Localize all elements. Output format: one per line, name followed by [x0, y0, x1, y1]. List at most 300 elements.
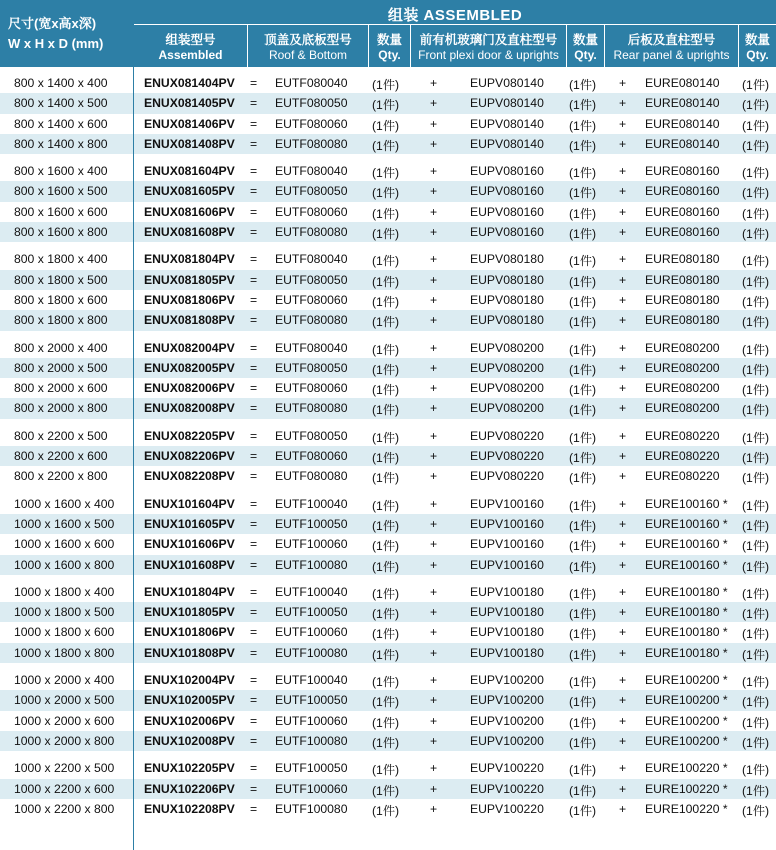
- qty-roof: (1件): [372, 607, 400, 622]
- qty-roof: (1件): [372, 783, 400, 798]
- assembled-model: ENUX101806PV: [144, 625, 235, 640]
- roof-bottom-model: EUTF100080: [275, 557, 348, 572]
- rear-panel-model: EURE080220: [645, 469, 720, 484]
- table-row: [0, 514, 776, 534]
- table-row: [0, 446, 776, 466]
- qty-front: (1件): [569, 735, 597, 750]
- table-row: [0, 670, 776, 690]
- roof-bottom-model: EUTF080040: [275, 340, 348, 355]
- qty-rear: (1件): [742, 627, 770, 642]
- equals-sign: =: [250, 733, 258, 748]
- roof-bottom-model: EUTF100040: [275, 584, 348, 599]
- assembled-model: ENUX102005PV: [144, 693, 235, 708]
- table-body: [0, 67, 776, 819]
- table-row: [0, 494, 776, 514]
- equals-sign: =: [250, 252, 258, 267]
- qty-roof: (1件): [372, 166, 400, 181]
- front-door-model: EUPV100160: [470, 557, 544, 572]
- qty-rear: (1件): [742, 403, 770, 418]
- qty-roof: (1件): [372, 294, 400, 309]
- qty-front: (1件): [569, 451, 597, 466]
- rear-panel-model: EURE100220 *: [645, 781, 728, 796]
- table-row: [0, 398, 776, 418]
- roof-bottom-model: EUTF080050: [275, 428, 348, 443]
- qty-rear: (1件): [742, 559, 770, 574]
- qty-roof: (1件): [372, 695, 400, 710]
- front-door-model: EUPV080220: [470, 469, 544, 484]
- qty-roof: (1件): [372, 274, 400, 289]
- qty-rear: (1件): [742, 471, 770, 486]
- assembled-model: ENUX101604PV: [144, 496, 235, 511]
- equals-sign: =: [250, 381, 258, 396]
- col-header-qty2: [567, 25, 604, 67]
- size-cell: 800 x 1600 x 800: [14, 225, 108, 240]
- qty-front: (1件): [569, 430, 597, 445]
- front-door-model: EUPV100220: [470, 781, 544, 796]
- equals-sign: =: [250, 313, 258, 328]
- qty-rear: (1件): [742, 98, 770, 113]
- size-cell: 800 x 1800 x 400: [14, 252, 108, 267]
- plus-sign: +: [619, 733, 627, 748]
- equals-sign: =: [250, 761, 258, 776]
- assembled-model: ENUX081604PV: [144, 164, 235, 179]
- equals-sign: =: [250, 136, 258, 151]
- col-header-cn: 组装型号: [165, 33, 216, 47]
- rear-panel-model: EURE100180 *: [645, 645, 728, 660]
- col-header-en: Qty.: [746, 48, 769, 62]
- table-row: [0, 181, 776, 201]
- rear-panel-model: EURE080200: [645, 340, 720, 355]
- table-row: [0, 134, 776, 154]
- size-cell: 800 x 1400 x 800: [14, 136, 108, 151]
- plus-sign: +: [430, 313, 438, 328]
- assembled-model: ENUX082006PV: [144, 381, 235, 396]
- qty-roof: (1件): [372, 539, 400, 554]
- front-door-model: EUPV080200: [470, 360, 544, 375]
- qty-front: (1件): [569, 763, 597, 778]
- plus-sign: +: [619, 713, 627, 728]
- size-cell: 1000 x 2000 x 600: [14, 713, 115, 728]
- roof-bottom-model: EUTF080080: [275, 401, 348, 416]
- rear-panel-model: EURE100200 *: [645, 733, 728, 748]
- assembled-model: ENUX101805PV: [144, 605, 235, 620]
- qty-front: (1件): [569, 607, 597, 622]
- table-row: [0, 338, 776, 358]
- equals-sign: =: [250, 449, 258, 464]
- plus-sign: +: [430, 204, 438, 219]
- qty-roof: (1件): [372, 186, 400, 201]
- qty-roof: (1件): [372, 498, 400, 513]
- roof-bottom-model: EUTF080060: [275, 381, 348, 396]
- col-header-en: Roof & Bottom: [268, 48, 348, 62]
- plus-sign: +: [619, 313, 627, 328]
- assembled-model: ENUX102006PV: [144, 713, 235, 728]
- row-group: [0, 575, 776, 663]
- row-group: [0, 663, 776, 751]
- plus-sign: +: [619, 252, 627, 267]
- front-door-model: EUPV080140: [470, 96, 544, 111]
- rear-panel-model: EURE080140: [645, 96, 720, 111]
- size-cell: 800 x 1800 x 500: [14, 272, 108, 287]
- rear-panel-model: EURE080200: [645, 381, 720, 396]
- front-door-model: EUPV100220: [470, 801, 544, 816]
- qty-roof: (1件): [372, 627, 400, 642]
- qty-rear: (1件): [742, 342, 770, 357]
- plus-sign: +: [430, 537, 438, 552]
- qty-roof: (1件): [372, 430, 400, 445]
- plus-sign: +: [619, 761, 627, 776]
- rear-panel-model: EURE100160 *: [645, 557, 728, 572]
- table-row: [0, 378, 776, 398]
- size-cell: 800 x 1400 x 400: [14, 76, 108, 90]
- equals-sign: =: [250, 673, 258, 688]
- plus-sign: +: [430, 292, 438, 307]
- qty-rear: (1件): [742, 274, 770, 289]
- qty-rear: (1件): [742, 763, 770, 778]
- size-cell: 1000 x 2000 x 400: [14, 673, 115, 688]
- qty-rear: (1件): [742, 735, 770, 750]
- front-door-model: EUPV080220: [470, 428, 544, 443]
- qty-rear: (1件): [742, 138, 770, 153]
- table-row: [0, 582, 776, 602]
- assembled-model: ENUX101605PV: [144, 516, 235, 531]
- assembled-model: ENUX081606PV: [144, 204, 235, 219]
- table-row: [0, 711, 776, 731]
- row-group: [0, 751, 776, 819]
- roof-bottom-model: EUTF100060: [275, 713, 348, 728]
- equals-sign: =: [250, 401, 258, 416]
- table-row: [0, 758, 776, 778]
- equals-sign: =: [250, 537, 258, 552]
- plus-sign: +: [619, 469, 627, 484]
- equals-sign: =: [250, 204, 258, 219]
- plus-sign: +: [619, 516, 627, 531]
- row-group: [0, 487, 776, 575]
- plus-sign: +: [430, 781, 438, 796]
- col-header-cn: 数量: [744, 33, 770, 47]
- qty-roof: (1件): [372, 78, 400, 92]
- assembled-model: ENUX082005PV: [144, 360, 235, 375]
- plus-sign: +: [619, 584, 627, 599]
- assembled-model: ENUX082008PV: [144, 401, 235, 416]
- qty-roof: (1件): [372, 763, 400, 778]
- rear-panel-model: EURE080140: [645, 76, 720, 90]
- plus-sign: +: [430, 96, 438, 111]
- qty-front: (1件): [569, 118, 597, 133]
- qty-roof: (1件): [372, 586, 400, 601]
- qty-roof: (1件): [372, 315, 400, 330]
- front-door-model: EUPV100180: [470, 645, 544, 660]
- assembled-model: ENUX082205PV: [144, 428, 235, 443]
- assembled-model: ENUX081406PV: [144, 116, 235, 131]
- plus-sign: +: [619, 605, 627, 620]
- qty-rear: (1件): [742, 166, 770, 181]
- plus-sign: +: [430, 761, 438, 776]
- size-header: [0, 0, 133, 67]
- assembled-model: ENUX102206PV: [144, 781, 235, 796]
- qty-rear: (1件): [742, 451, 770, 466]
- plus-sign: +: [619, 76, 627, 90]
- col-header-assembled: [134, 25, 247, 67]
- col-header-cn: 顶盖及底板型号: [264, 33, 352, 47]
- plus-sign: +: [619, 428, 627, 443]
- rear-panel-model: EURE100220 *: [645, 761, 728, 776]
- qty-roof: (1件): [372, 451, 400, 466]
- front-door-model: EUPV100200: [470, 693, 544, 708]
- front-door-model: EUPV080200: [470, 401, 544, 416]
- equals-sign: =: [250, 340, 258, 355]
- front-door-model: EUPV100220: [470, 761, 544, 776]
- qty-front: (1件): [569, 627, 597, 642]
- plus-sign: +: [619, 496, 627, 511]
- qty-roof: (1件): [372, 647, 400, 662]
- roof-bottom-model: EUTF100050: [275, 516, 348, 531]
- rear-panel-model: EURE080160: [645, 164, 720, 179]
- table-row: [0, 93, 776, 113]
- size-cell: 800 x 1600 x 600: [14, 204, 108, 219]
- table-row: [0, 73, 776, 93]
- size-cell: 800 x 2200 x 500: [14, 428, 108, 443]
- table-row: [0, 602, 776, 622]
- assembled-model: ENUX102208PV: [144, 801, 235, 816]
- plus-sign: +: [430, 516, 438, 531]
- qty-roof: (1件): [372, 254, 400, 269]
- qty-rear: (1件): [742, 118, 770, 133]
- equals-sign: =: [250, 184, 258, 199]
- front-door-model: EUPV100160: [470, 537, 544, 552]
- table-row: [0, 779, 776, 799]
- size-cell: 1000 x 1800 x 800: [14, 645, 115, 660]
- plus-sign: +: [430, 252, 438, 267]
- roof-bottom-model: EUTF080080: [275, 313, 348, 328]
- rear-panel-model: EURE100220 *: [645, 801, 728, 816]
- size-cell: 800 x 2000 x 800: [14, 401, 108, 416]
- qty-rear: (1件): [742, 383, 770, 398]
- qty-front: (1件): [569, 471, 597, 486]
- plus-sign: +: [430, 733, 438, 748]
- plus-sign: +: [430, 496, 438, 511]
- qty-front: (1件): [569, 647, 597, 662]
- plus-sign: +: [430, 557, 438, 572]
- plus-sign: +: [430, 801, 438, 816]
- plus-sign: +: [619, 136, 627, 151]
- equals-sign: =: [250, 625, 258, 640]
- front-door-model: EUPV080160: [470, 184, 544, 199]
- qty-front: (1件): [569, 206, 597, 221]
- front-door-model: EUPV080160: [470, 225, 544, 240]
- table-row: [0, 643, 776, 663]
- equals-sign: =: [250, 292, 258, 307]
- table-row: [0, 290, 776, 310]
- rear-panel-model: EURE100180 *: [645, 605, 728, 620]
- size-cell: 1000 x 2000 x 500: [14, 693, 115, 708]
- size-cell: 800 x 2000 x 400: [14, 340, 108, 355]
- size-cell: 1000 x 1800 x 500: [14, 605, 115, 620]
- rear-panel-model: EURE100160 *: [645, 537, 728, 552]
- front-door-model: EUPV100160: [470, 516, 544, 531]
- front-door-model: EUPV080140: [470, 136, 544, 151]
- qty-front: (1件): [569, 342, 597, 357]
- qty-front: (1件): [569, 559, 597, 574]
- equals-sign: =: [250, 713, 258, 728]
- roof-bottom-model: EUTF100060: [275, 537, 348, 552]
- equals-sign: =: [250, 225, 258, 240]
- roof-bottom-model: EUTF080060: [275, 449, 348, 464]
- qty-front: (1件): [569, 138, 597, 153]
- equals-sign: =: [250, 693, 258, 708]
- qty-front: (1件): [569, 586, 597, 601]
- table-row: [0, 270, 776, 290]
- qty-front: (1件): [569, 498, 597, 513]
- rear-panel-model: EURE080160: [645, 204, 720, 219]
- front-door-model: EUPV100180: [470, 605, 544, 620]
- qty-roof: (1件): [372, 803, 400, 818]
- plus-sign: +: [619, 625, 627, 640]
- front-door-model: EUPV080160: [470, 204, 544, 219]
- equals-sign: =: [250, 801, 258, 816]
- qty-rear: (1件): [742, 206, 770, 221]
- roof-bottom-model: EUTF100050: [275, 605, 348, 620]
- front-door-model: EUPV080180: [470, 252, 544, 267]
- size-header-cn: 尺寸(宽x高x深): [8, 16, 97, 31]
- plus-sign: +: [430, 693, 438, 708]
- plus-sign: +: [430, 428, 438, 443]
- rear-panel-model: EURE080160: [645, 225, 720, 240]
- qty-front: (1件): [569, 78, 597, 92]
- front-door-model: EUPV080140: [470, 76, 544, 90]
- table-row: [0, 202, 776, 222]
- rear-panel-model: EURE100200 *: [645, 673, 728, 688]
- roof-bottom-model: EUTF100080: [275, 645, 348, 660]
- qty-rear: (1件): [742, 607, 770, 622]
- plus-sign: +: [619, 360, 627, 375]
- qty-rear: (1件): [742, 498, 770, 513]
- plus-sign: +: [619, 449, 627, 464]
- size-header-en: W x H x D (mm): [8, 36, 104, 51]
- rear-panel-model: EURE080180: [645, 272, 720, 287]
- table-row: [0, 534, 776, 554]
- qty-roof: (1件): [372, 735, 400, 750]
- rear-panel-model: EURE100160 *: [645, 516, 728, 531]
- plus-sign: +: [619, 340, 627, 355]
- roof-bottom-model: EUTF080060: [275, 116, 348, 131]
- table-row: [0, 466, 776, 486]
- qty-front: (1件): [569, 803, 597, 818]
- roof-bottom-model: EUTF080050: [275, 96, 348, 111]
- assembled-model: ENUX101808PV: [144, 645, 235, 660]
- size-cell: 1000 x 2200 x 600: [14, 781, 115, 796]
- front-door-model: EUPV080140: [470, 116, 544, 131]
- qty-rear: (1件): [742, 695, 770, 710]
- plus-sign: +: [430, 116, 438, 131]
- equals-sign: =: [250, 428, 258, 443]
- qty-rear: (1件): [742, 78, 770, 92]
- size-cell: 1000 x 2200 x 800: [14, 801, 115, 816]
- table-row: [0, 555, 776, 575]
- equals-sign: =: [250, 76, 258, 90]
- qty-rear: (1件): [742, 803, 770, 818]
- roof-bottom-model: EUTF080040: [275, 164, 348, 179]
- qty-front: (1件): [569, 227, 597, 242]
- equals-sign: =: [250, 96, 258, 111]
- row-group: [0, 67, 776, 154]
- plus-sign: +: [430, 605, 438, 620]
- assembled-model: ENUX081804PV: [144, 252, 235, 267]
- roof-bottom-model: EUTF100040: [275, 673, 348, 688]
- table-row: [0, 731, 776, 751]
- roof-bottom-model: EUTF080040: [275, 252, 348, 267]
- plus-sign: +: [619, 116, 627, 131]
- roof-bottom-model: EUTF100080: [275, 733, 348, 748]
- front-door-model: EUPV100160: [470, 496, 544, 511]
- col-header-en: Front plexi door & uprights: [418, 48, 559, 62]
- column-divider: [133, 0, 134, 850]
- assembled-model: ENUX081605PV: [144, 184, 235, 199]
- roof-bottom-model: EUTF100080: [275, 801, 348, 816]
- qty-front: (1件): [569, 315, 597, 330]
- qty-front: (1件): [569, 166, 597, 181]
- plus-sign: +: [619, 272, 627, 287]
- qty-rear: (1件): [742, 430, 770, 445]
- rear-panel-model: EURE080180: [645, 292, 720, 307]
- front-door-model: EUPV100200: [470, 713, 544, 728]
- plus-sign: +: [430, 469, 438, 484]
- roof-bottom-model: EUTF080080: [275, 469, 348, 484]
- assembled-title: 组装 ASSEMBLED: [387, 7, 523, 24]
- front-door-model: EUPV080200: [470, 340, 544, 355]
- roof-bottom-model: EUTF100050: [275, 693, 348, 708]
- size-cell: 800 x 2000 x 600: [14, 381, 108, 396]
- rear-panel-model: EURE080160: [645, 184, 720, 199]
- qty-roof: (1件): [372, 675, 400, 690]
- plus-sign: +: [430, 381, 438, 396]
- plus-sign: +: [619, 801, 627, 816]
- qty-rear: (1件): [742, 647, 770, 662]
- front-door-model: EUPV100200: [470, 733, 544, 748]
- front-door-model: EUPV080180: [470, 313, 544, 328]
- qty-front: (1件): [569, 294, 597, 309]
- equals-sign: =: [250, 469, 258, 484]
- size-cell: 1000 x 1600 x 800: [14, 557, 115, 572]
- roof-bottom-model: EUTF080060: [275, 292, 348, 307]
- plus-sign: +: [430, 340, 438, 355]
- size-cell: 800 x 1800 x 600: [14, 292, 108, 307]
- qty-front: (1件): [569, 675, 597, 690]
- qty-rear: (1件): [742, 675, 770, 690]
- size-cell: 1000 x 1600 x 600: [14, 537, 115, 552]
- assembled-model: ENUX101606PV: [144, 537, 235, 552]
- front-door-model: EUPV100180: [470, 584, 544, 599]
- size-cell: 1000 x 1600 x 500: [14, 516, 115, 531]
- plus-sign: +: [430, 164, 438, 179]
- equals-sign: =: [250, 496, 258, 511]
- size-cell: 800 x 1400 x 600: [14, 116, 108, 131]
- size-cell: 800 x 1600 x 500: [14, 184, 108, 199]
- qty-front: (1件): [569, 383, 597, 398]
- qty-front: (1件): [569, 783, 597, 798]
- front-door-model: EUPV080220: [470, 449, 544, 464]
- plus-sign: +: [619, 537, 627, 552]
- table-row: [0, 161, 776, 181]
- qty-rear: (1件): [742, 294, 770, 309]
- qty-roof: (1件): [372, 206, 400, 221]
- qty-roof: (1件): [372, 471, 400, 486]
- qty-front: (1件): [569, 518, 597, 533]
- plus-sign: +: [430, 584, 438, 599]
- plus-sign: +: [619, 557, 627, 572]
- plus-sign: +: [430, 713, 438, 728]
- assembled-model: ENUX081805PV: [144, 272, 235, 287]
